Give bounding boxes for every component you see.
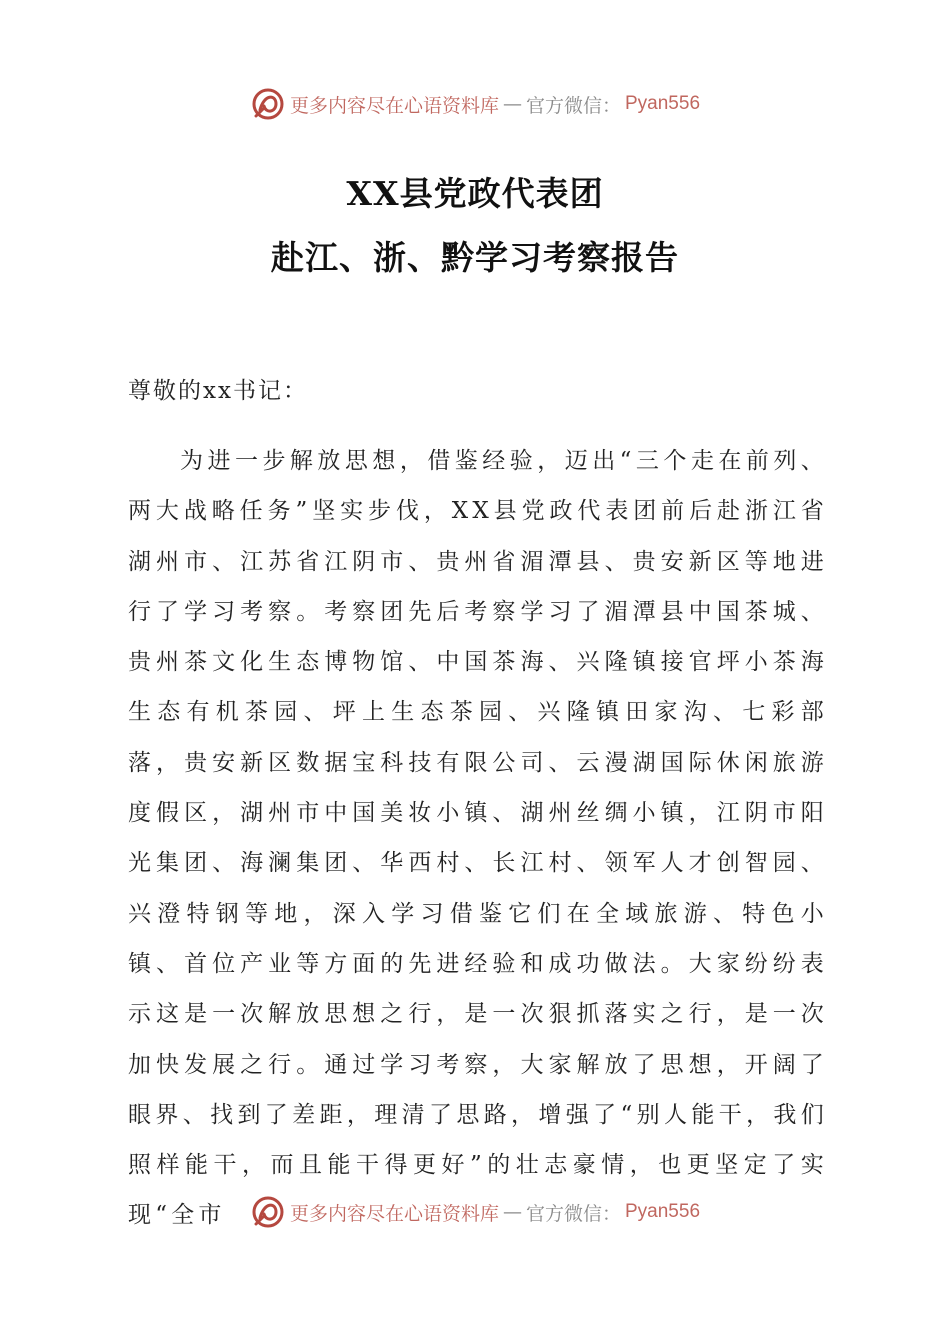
footer-banner	[0, 1192, 950, 1232]
banner-label: 官方微信：	[525, 94, 621, 117]
document-title-line2: 赴江、浙、黔学习考察报告	[271, 238, 679, 277]
banner-dash: —	[502, 1201, 522, 1223]
banner-dash: —	[502, 93, 522, 115]
body-paragraph: 为进一步解放思想，借鉴经验，迈出“三个走在前列、两大战略任务”坚实步伐，XX县党政代表团前后赴浙江省湖州市、江苏省江阴市、贵州省湄潭县、贵安新区等地进行了学习考察。考察团先后考察学习了湄潭县中国茶城、贵州茶文化生态博物馆、中国茶海、兴隆镇接官坪小茶海生态有机茶园、坪上生态茶园、兴隆镇田家沟、七彩部落，贵安新区数据宝科技有限公司、云漫湖国际休闲旅游度假区，湖州市中国美妆小镇、湖州丝绸小镇，江阴市阳光集团、海澜集团、华西村、长江村、领军人才创智园、兴澄特钢等地，深入学习借鉴它们在全域旅游、特色小镇、首位产业等方面的先进经验和成功做法。大家纷纷表示这是一次解放思想之行，是一次狠抓落实之行，是一次加快发展之行。通过学习考察，大家解放了思想，开阔了眼界、找到了差距，理清了思路，增强了“别人能干，我们照样能干，而且能干得更好”的壮志豪情，也更坚定了实现“全市	[128, 448, 828, 1229]
banner-wechat-id: Pyan556	[625, 1201, 701, 1222]
salutation: 尊敬的xx书记：	[128, 378, 308, 404]
header-banner	[0, 84, 950, 124]
swirl-logo-icon	[250, 86, 286, 122]
banner-wechat-id: Pyan556	[625, 93, 701, 114]
banner-label: 官方微信：	[525, 1202, 621, 1225]
swirl-logo-icon	[250, 1194, 286, 1230]
document-title-line1: XX县党政代表团	[346, 174, 604, 213]
banner-main-text: 更多内容尽在心语资料库	[289, 1202, 499, 1225]
banner-main-text: 更多内容尽在心语资料库	[289, 94, 499, 117]
